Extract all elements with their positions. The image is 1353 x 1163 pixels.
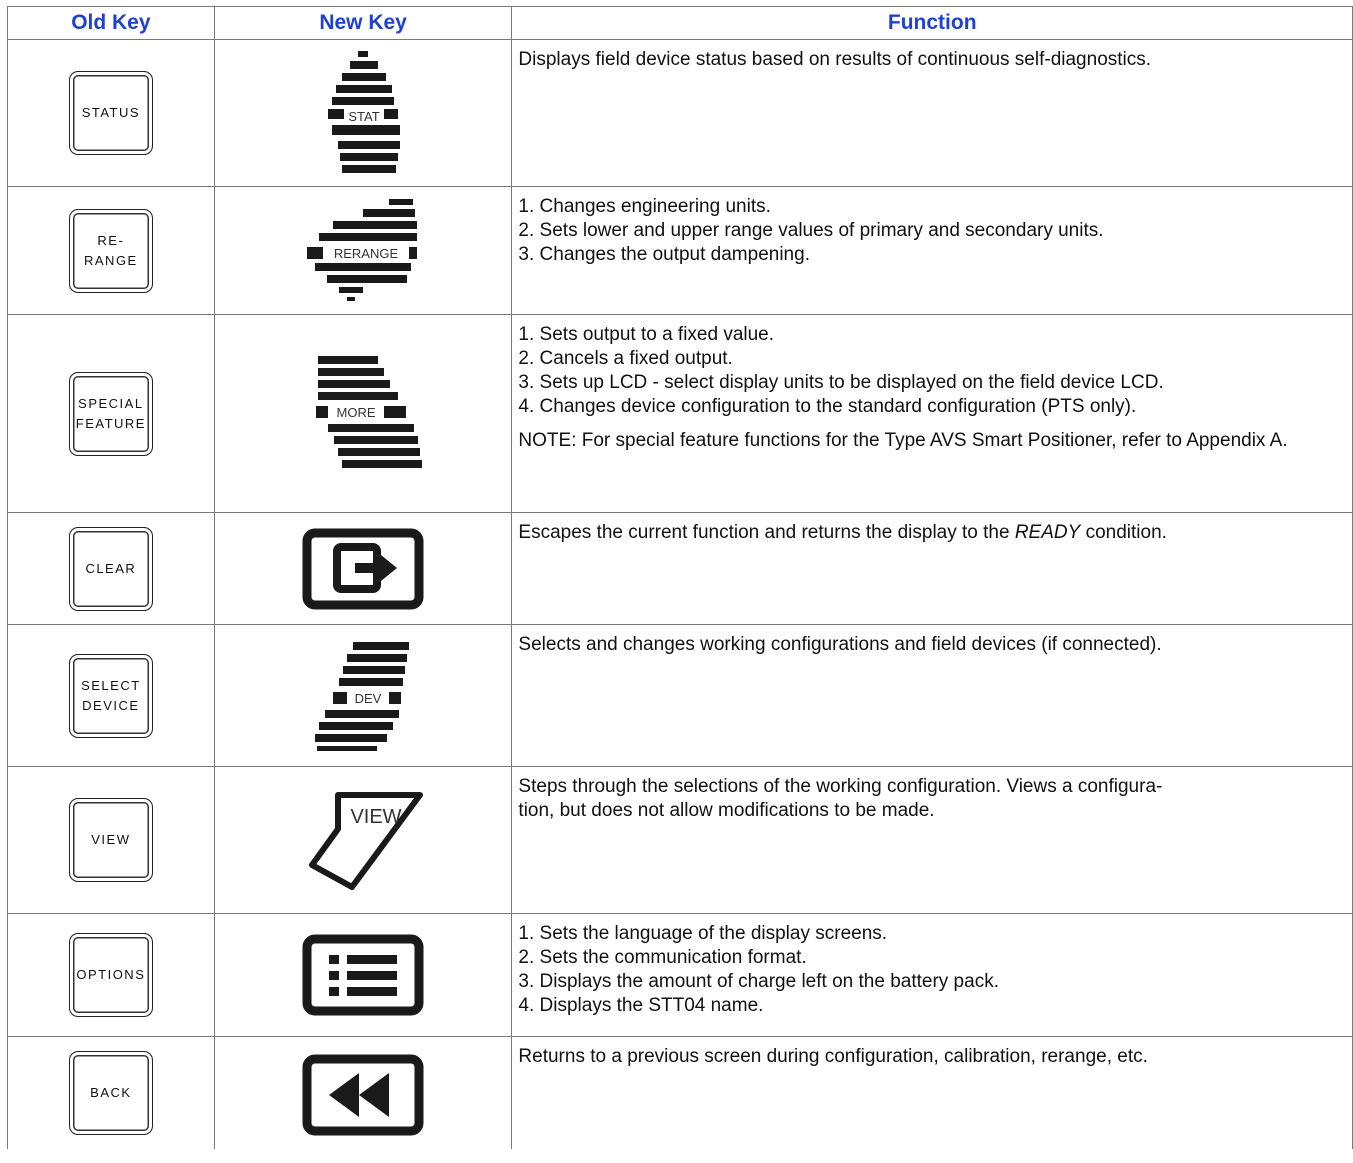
rerange-key-icon[interactable]: [293, 197, 433, 305]
note-text: NOTE: For special feature functions for the Type AVS Smart Positioner, refer to Appendix A.: [518, 430, 1288, 451]
header-old-key: Old Key: [8, 7, 215, 40]
more-key-icon[interactable]: [298, 354, 428, 474]
function-cell: Selects and changes working configurations and field devices (if connected).: [512, 625, 1353, 767]
table-row: [8, 187, 1353, 315]
old-view-key[interactable]: [69, 798, 153, 882]
new-key-label: STAT: [348, 109, 380, 124]
table-row: [8, 513, 1353, 625]
old-status-key[interactable]: [69, 71, 153, 155]
old-key-label: FEATURE: [75, 415, 146, 431]
old-key-label: RANGE: [84, 252, 138, 268]
old-key-label: SPECIAL: [78, 395, 144, 411]
exit-icon[interactable]: [301, 527, 425, 611]
old-key-label: BACK: [90, 1084, 132, 1100]
old-key-label: VIEW: [91, 832, 131, 847]
old-key-label: RE-: [97, 232, 125, 248]
new-key-label: RERANGE: [333, 245, 399, 261]
function-cell: Displays field device status based on results of continuous self-diagnostics.: [512, 40, 1353, 187]
function-cell: Returns to a previous screen during configuration, calibration, rerange, etc.: [512, 1037, 1353, 1149]
header-function: Function: [512, 7, 1353, 40]
old-key-label: DEVICE: [82, 697, 140, 713]
view-key-icon[interactable]: [298, 785, 428, 895]
old-options-key[interactable]: [69, 933, 153, 1017]
table-row: [8, 914, 1353, 1037]
old-back-key[interactable]: [69, 1051, 153, 1135]
old-select-device-key[interactable]: [69, 654, 153, 738]
function-cell: 1. Sets the language of the display screens. 2. Sets the communication format. 3. Displays the amount of charge left on the battery pack. 4. Displays the STT04 name.: [512, 914, 1353, 1037]
table-row: [8, 1037, 1353, 1149]
header-row: [8, 7, 1353, 40]
device-key-icon[interactable]: [303, 640, 423, 752]
old-rerange-key[interactable]: [69, 209, 153, 293]
old-key-label: SELECT: [81, 677, 141, 693]
table-row: [8, 40, 1353, 187]
table-row: [8, 315, 1353, 513]
old-clear-key[interactable]: [69, 527, 153, 611]
old-special-feature-key[interactable]: [69, 372, 153, 456]
rewind-icon[interactable]: [301, 1053, 425, 1137]
table-row: [8, 767, 1353, 914]
new-key-label: DEV: [354, 690, 382, 706]
old-key-label: OPTIONS: [76, 967, 146, 982]
key-function-table: [7, 6, 1353, 1149]
table-row: [8, 625, 1353, 767]
new-key-label: MORE: [336, 404, 376, 420]
function-cell: Escapes the current function and returns the display to the READY condition.: [512, 513, 1353, 625]
function-cell: 1. Sets output to a fixed value. 2. Cancels a fixed output. 3. Sets up LCD - select display units to be displayed on the field device LCD. 4. Changes device configuration to the standard configuration (PTS only). NOTE: For special feature functions for the Type AVS Smart Positioner, refer to Appendix A.: [512, 315, 1353, 513]
new-key-label: VIEW: [350, 806, 402, 828]
list-menu-icon[interactable]: [301, 933, 425, 1017]
status-key-icon[interactable]: [308, 49, 418, 177]
function-cell: 1. Changes engineering units. 2. Sets lower and upper range values of primary and secondary units. 3. Changes the output dampening.: [512, 187, 1353, 315]
function-cell: Steps through the selections of the working configuration. Views a configura- tion, but does not allow modifications to be made.: [512, 767, 1353, 914]
old-key-label: STATUS: [81, 105, 141, 120]
header-new-key: New Key: [214, 7, 512, 40]
old-key-label: CLEAR: [85, 560, 137, 576]
